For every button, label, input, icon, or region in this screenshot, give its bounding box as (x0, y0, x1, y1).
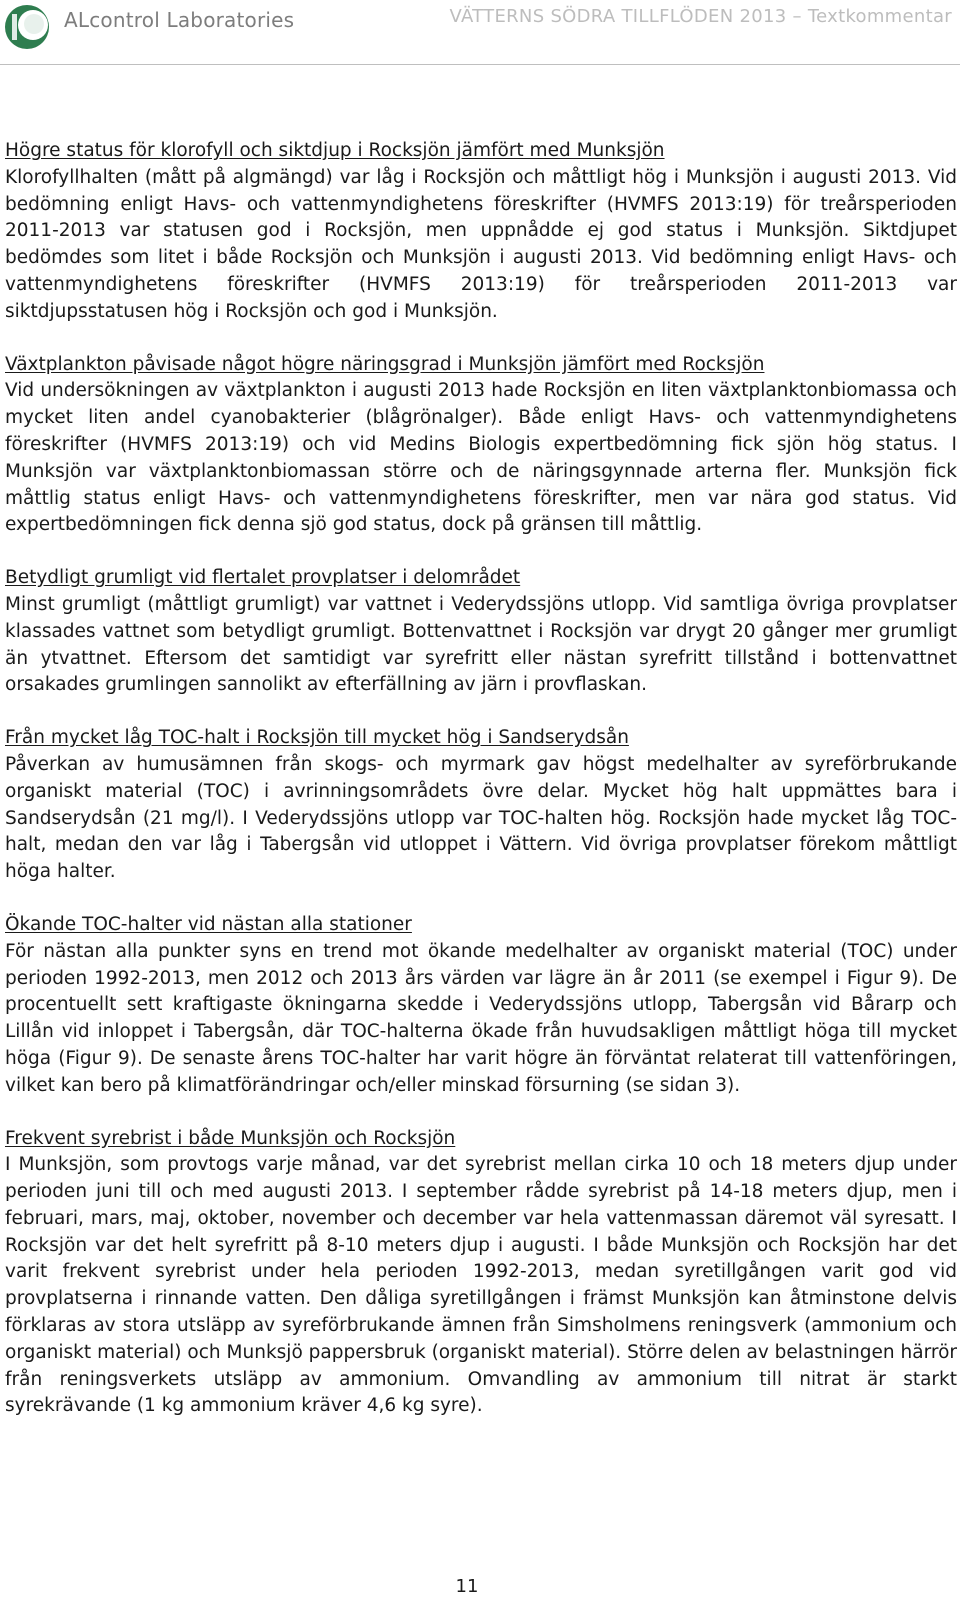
section-heading: Betydligt grumligt vid flertalet provplatser i delområdet (5, 567, 521, 589)
page-header (0, 0, 960, 65)
section-text: Klorofyllhalten (mått på algmängd) var låg i Rocksjön och måttligt hög i Munksjön i augusti 2013. Vid bedömning enligt Havs- och vattenmyndighetens föreskrifter (HVMFS 2013:19) för treårsperioden 2011-2013 var statusen god i Rocksjön, men uppnådde ej god status i Munksjön. Siktdjupet bedömdes som litet i både Rocksjön och Munksjön i augusti 2013. Vid bedömning enligt Havs- och vattenmyndighetens föreskrifter (HVMFS 2013:19) för treårsperioden 2011-2013 var siktdjupsstatusen hög i Rocksjön och god i Munksjön. (5, 166, 957, 322)
section-toc-trend (5, 912, 957, 1100)
section-text: För nästan alla punkter syns en trend mot ökande medelhalter av organiskt material (TOC) under perioden 1992-2013, men 2012 och 2013 års värden var lägre än år 2011 (se exempel i Figur 9). De procentuellt sett kraftigaste ökningarna skedde i Vederydssjöns utlopp, Tabergsån vid Bårarp och Lillån vid inloppet i Tabergsån, där TOC-halterna ökade från huvudsakligen måttligt höga till mycket höga (Figur 9). De senaste årens TOC-halter har varit högre än förväntat relaterat till vattenföringen, vilket kan bero på klimatförändringar och/eller minskad försurning (se sidan 3). (5, 940, 957, 1096)
section-oxygen-deficit (5, 1126, 957, 1421)
document-body (5, 138, 957, 1446)
section-heading: Frekvent syrebrist i både Munksjön och Rocksjön (5, 1127, 456, 1149)
section-text: Påverkan av humusämnen från skogs- och myrmark gav högst medelhalter av syreförbrukande organiskt material (TOC) i avrinningsområdets övre delar. Mycket hög halt uppmättes bara i Sandserydsån (21 mg/l). I Vederydssjöns utlopp var TOC-halten hög. Rocksjön hade mycket låg TOC-halt, medan den var låg i Tabergsån vid utloppet i Vättern. Vid övriga provplatser förekom måttligt höga halter. (5, 753, 957, 883)
brand-name: ALcontrol Laboratories (64, 8, 295, 32)
section-heading: Ökande TOC-halter vid nästan alla stationer (5, 913, 412, 935)
section-text: Vid undersökningen av växtplankton i augusti 2013 hade Rocksjön en liten växtplanktonbiomassa och mycket liten andel cyanobakterier (blågrönalger). Både enligt Havs- och vattenmyndighetens föreskrifter (HVMFS 2013:19) och vid Medins Biologis expertbedömning fick sjön hög status. I Munksjön var växtplanktonbiomassan större och de näringsgynnade arterna fler. Munksjön fick måttlig status enligt Havs- och vattenmyndighetens föreskrifter, men var nära god status. Vid expertbedömningen fick denna sjö god status, dock på gränsen till måttlig. (5, 380, 957, 536)
section-turbidity (5, 565, 957, 699)
section-text: I Munksjön, som provtogs varje månad, var det syrebrist mellan cirka 10 och 18 meters djup under perioden juni till och med augusti 2013. I september rådde syrebrist på 14-18 meters djup, men i februari, mars, maj, oktober, november och december var hela vattenmassan däremot väl syresatt. I Rocksjön var det helt syrefritt på 8-10 meters djup i augusti. I både Munksjön och Rocksjön har det varit frekvent syrebrist under hela perioden 1992-2013, medan syretillgången varit god vid provplatserna i rinnande vatten. Den dåliga syretillgången i främst Munksjön kan åtminstone delvis förklaras av stora utsläpp av syreförbrukande ämnen från Simsholmens reningsverk (ammonium och organiskt material) och Munksjö pappersbruk (organiskt material). Större delen av belastningen härrör från reningsverkets utsläpp av ammonium. Omvandling av ammonium till nitrat är starkt syrekrävande (1 kg ammonium kräver 4,6 kg syre). (5, 1154, 957, 1417)
page-number: 11 (455, 1576, 479, 1597)
section-chlorophyll (5, 138, 957, 326)
section-heading: Från mycket låg TOC-halt i Rocksjön till mycket hög i Sandserydsån (5, 727, 629, 749)
section-heading: Växtplankton påvisade något högre näringsgrad i Munksjön jämfört med Rocksjön (5, 353, 765, 375)
section-toc-levels (5, 725, 957, 886)
section-phytoplankton (5, 352, 957, 540)
alcontrol-logo-icon (4, 2, 52, 52)
section-text: Minst grumligt (måttligt grumligt) var vattnet i Vederydssjöns utlopp. Vid samtliga övriga provplatser klassades vattnet som betydligt grumligt. Bottenvattnet i Rocksjön var drygt 20 gånger mer grumligt än ytvattnet. Eftersom det samtidigt var syrefritt eller nästan syrefritt tillstånd i bottenvattnet orsakades grumlingen sannolikt av efterfällning av järn i provflaskan. (5, 593, 957, 696)
document-title: VÄTTERNS SÖDRA TILLFLÖDEN 2013 – Textkommentar (449, 6, 952, 27)
section-heading: Högre status för klorofyll och siktdjup i Rocksjön jämfört med Munksjön (5, 140, 665, 161)
